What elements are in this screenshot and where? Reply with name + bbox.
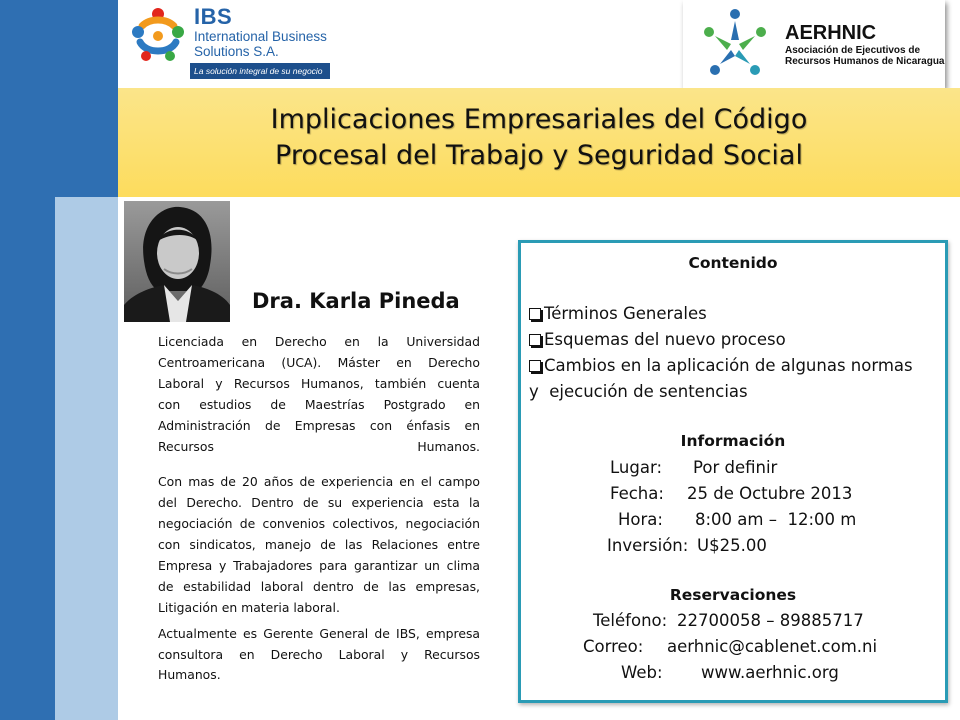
bio-line: Centroamericana (UCA). Máster en Derecho bbox=[158, 355, 480, 370]
aerhnic-people-icon bbox=[695, 6, 775, 82]
ibs-name-line2: Solutions S.A. bbox=[194, 44, 279, 59]
contenido-item: Cambios en la aplicación de algunas normas bbox=[529, 356, 913, 375]
aerhnic-name-line2: Recursos Humanos de Nicaragua bbox=[785, 56, 945, 67]
contenido-item-continuation: y ejecución de sentencias bbox=[529, 382, 748, 401]
aerhnic-title: AERHNIC bbox=[785, 22, 877, 44]
bio-line: de estabilidad laboral dentro de las empresas, bbox=[158, 579, 480, 594]
fecha-label: Fecha: bbox=[610, 484, 664, 503]
bio-line: del Derecho. Dentro de su experiencia esta la bbox=[158, 495, 480, 510]
bio-line: negociación de convenios colectivos, negociación bbox=[158, 516, 480, 531]
correo-value: aerhnic@cablenet.com.ni bbox=[667, 637, 878, 656]
telefono-value: 22700058 – 89885717 bbox=[677, 611, 864, 630]
bio-line: Con mas de 20 años de experiencia en el campo bbox=[158, 474, 480, 489]
event-title bbox=[118, 102, 960, 174]
speaker-name: Dra. Karla Pineda bbox=[252, 289, 460, 313]
hora-label: Hora: bbox=[618, 510, 663, 529]
informacion-heading: Información bbox=[680, 432, 786, 450]
bio-line: Humanos. bbox=[158, 667, 221, 682]
bio-line: Litigación en materia laboral. bbox=[158, 600, 340, 615]
web-label: Web: bbox=[621, 663, 663, 682]
fecha-value: 25 de Octubre 2013 bbox=[687, 484, 853, 503]
reservaciones-heading: Reservaciones bbox=[669, 586, 797, 604]
event-title-line2: Procesal del Trabajo y Seguridad Social bbox=[275, 140, 803, 171]
ibs-title: IBS bbox=[194, 4, 233, 29]
checkbox-bullet-icon bbox=[529, 360, 541, 372]
contenido-heading: Contenido bbox=[688, 254, 778, 272]
web-value: www.aerhnic.org bbox=[701, 663, 839, 682]
bio-line: Laboral y Recursos Humanos, también cuenta bbox=[158, 376, 480, 391]
inversion-label: Inversión: bbox=[607, 536, 689, 555]
aerhnic-logo bbox=[683, 0, 945, 88]
correo-label: Correo: bbox=[583, 637, 644, 656]
speaker-bio-paragraph-1 bbox=[158, 331, 480, 457]
event-info-box bbox=[518, 240, 948, 703]
lugar-label: Lugar: bbox=[610, 458, 662, 477]
title-band bbox=[118, 88, 960, 197]
bio-line: Empresa y Trabajadores para garantizar un clima bbox=[158, 558, 480, 573]
ibs-people-icon bbox=[128, 6, 188, 62]
checkbox-bullet-icon bbox=[529, 334, 541, 346]
inversion-value: U$25.00 bbox=[697, 536, 767, 555]
speaker-photo-image bbox=[124, 201, 230, 322]
speaker-bio-paragraph-3 bbox=[158, 624, 480, 686]
contenido-item: Términos Generales bbox=[529, 304, 707, 323]
aerhnic-name-line1: Asociación de Ejecutivos de bbox=[785, 45, 921, 56]
ibs-tagline: La solución integral de su negocio bbox=[190, 63, 330, 79]
bio-line: Administración de Empresas con énfasis en bbox=[158, 418, 480, 433]
bio-line: Licenciada en Derecho en la Universidad bbox=[158, 334, 480, 349]
bio-line: consultora en Derecho Laboral y Recursos bbox=[158, 646, 480, 662]
checkbox-bullet-icon bbox=[529, 308, 541, 320]
bio-line: con sindicatos, manejo de las Relaciones entre bbox=[158, 537, 480, 552]
bio-line: Recursos Humanos. bbox=[158, 439, 480, 454]
ibs-name-line1: International Business bbox=[194, 29, 327, 44]
bio-line: Actualmente es Gerente General de IBS, empresa bbox=[158, 626, 480, 641]
telefono-label: Teléfono: bbox=[593, 611, 668, 630]
speaker-photo bbox=[124, 201, 230, 322]
bio-line: con estudios de Maestrías Postgrado en bbox=[158, 397, 480, 412]
left-light-bar bbox=[55, 197, 118, 720]
event-title-line1: Implicaciones Empresariales del Código bbox=[270, 104, 808, 135]
speaker-bio-paragraph-2 bbox=[158, 471, 480, 618]
hora-value: 8:00 am – 12:00 m bbox=[695, 510, 857, 529]
ibs-logo bbox=[122, 0, 332, 88]
lugar-value: Por definir bbox=[693, 458, 778, 477]
contenido-item: Esquemas del nuevo proceso bbox=[529, 330, 786, 349]
